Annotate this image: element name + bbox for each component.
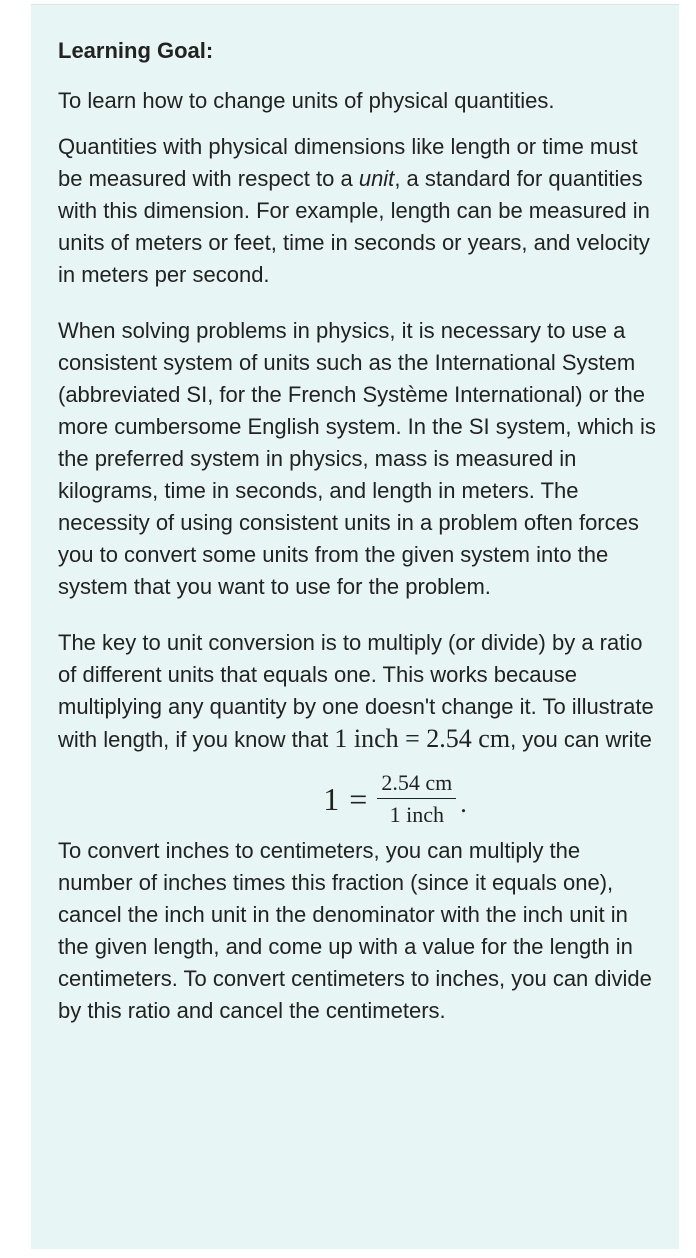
conversion-fraction [377,770,456,829]
paragraph-conversion-steps: To convert inches to centimeters, you can multiply the number of inches times this fraction (since it equals one), cancel the inch unit in the denominator with the inch unit in the given length, and come up with a value for the length in centimeters. To convert centimeters to inches, you can divide by this ratio and cancel the centimeters. [58,838,652,1023]
conversion-equation [58,770,658,829]
equation-equals-sign: = [349,781,368,817]
para3-text: The key to unit conversion is to multiply (or divide) by a ratio of different units that equals one. This works because multiplying any quantity by one doesn't change it. To illustrate with length, if you know that [58,630,654,752]
paragraph-unit-conversion [58,627,658,756]
equation-lhs: 1 [323,781,340,817]
para1-text-start: Quantities with physical dimensions like length or time must be measured with respect to a [58,134,638,191]
learning-goal-panel [31,4,679,1249]
equation-period: . [460,788,467,818]
paragraph-consistent-units: When solving problems in physics, it is necessary to use a consistent system of units such as the International System (abbreviated SI, for the French Système International) or the more cumbersome English system. In the SI system, which is the preferred system in physics, mass is measured in kilograms, time in seconds, and length in meters. The necessity of using consistent units in a problem often forces you to convert some units from the given system into the system that you want to use for the problem. [58,318,656,599]
learning-goal-heading: Learning Goal: [58,38,214,63]
panel-content [58,35,658,1051]
inch-cm-relation: 1 inch = 2.54 cm [334,724,511,753]
unit-emphasis: unit [358,166,395,191]
fraction-denominator: 1 inch [389,802,444,827]
fraction-numerator: 2.54 cm [377,770,456,799]
goal-statement: To learn how to change units of physical quantities. [58,88,555,113]
para1-text-end: , a standard for quantities with this dimension. For example, length can be measured in units of meters or feet, time in seconds or years, and velocity in meters per second. [58,166,650,287]
para3-text-end: , you can write [510,727,652,752]
paragraph-units-intro [58,131,658,291]
